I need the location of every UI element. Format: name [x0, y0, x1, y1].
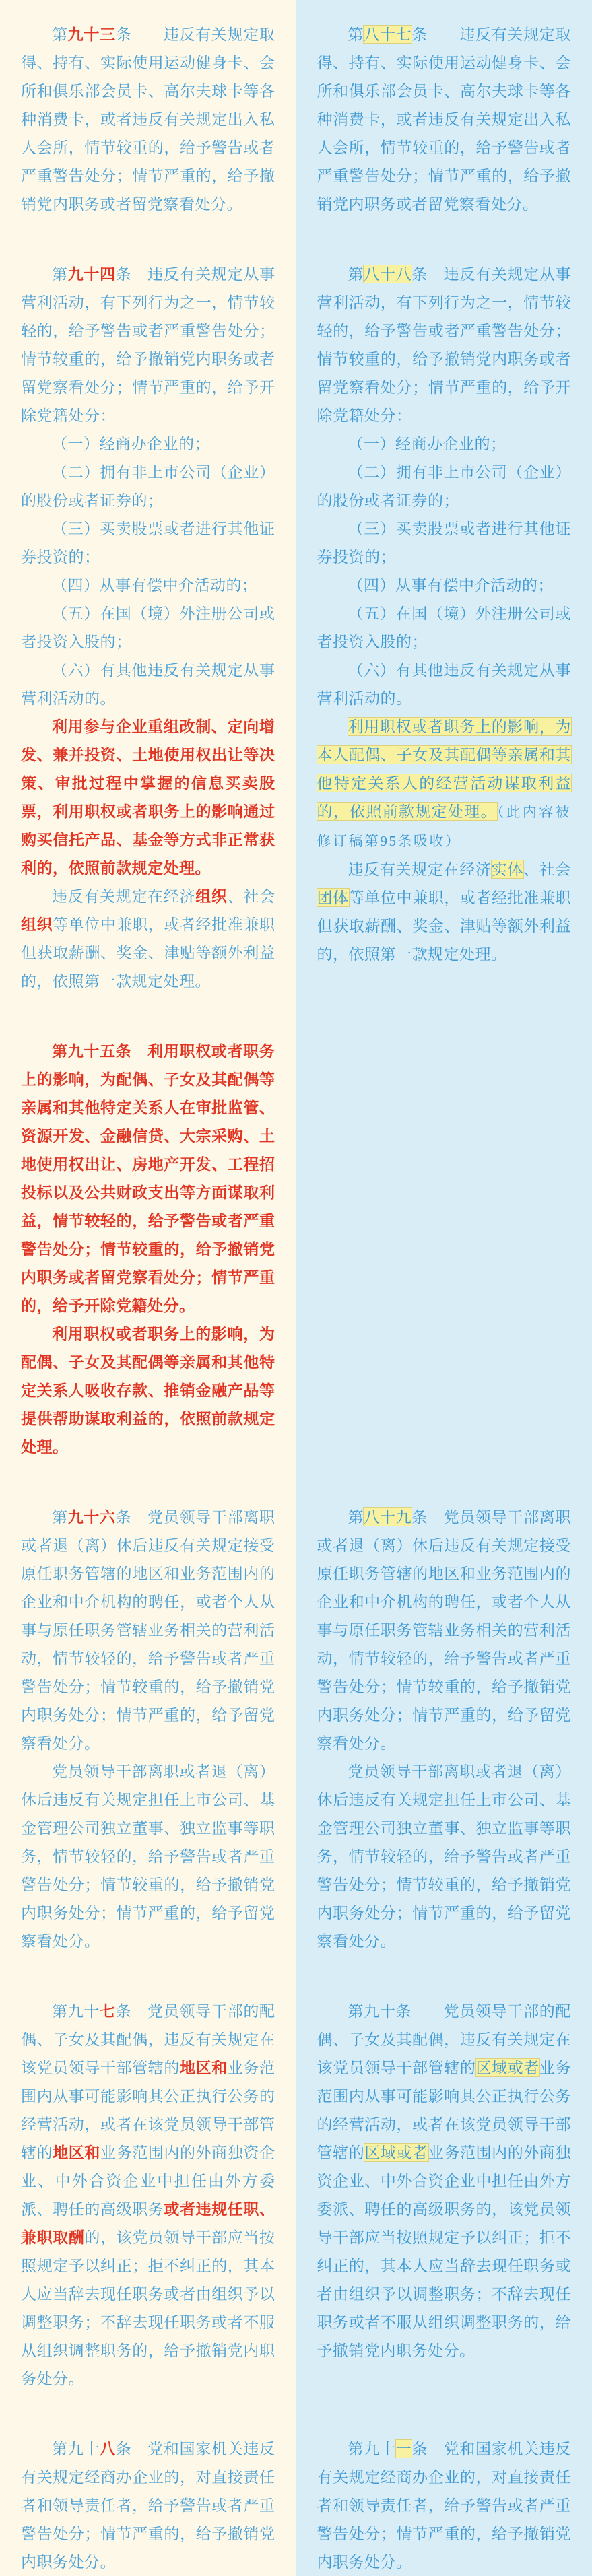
paragraph [21, 712, 275, 882]
article-title-paragraph [21, 2435, 275, 2576]
text-run: 、社会 [523, 860, 571, 878]
text-run: 条 党员领导干部的配偶、子女及其配偶，违反有关规定在该党员领导干部管辖的 [21, 2002, 275, 2076]
article-title-paragraph [317, 20, 572, 218]
text-run: 第九十 [52, 2002, 100, 2020]
comparison-row [0, 0, 592, 218]
article-title-paragraph [317, 260, 572, 430]
added-text-run: 或者违规任职、兼职取酬 [21, 2200, 275, 2246]
text-run: （四）从事有偿中介活动的； [348, 576, 554, 594]
text-run: （五）在国（境）外注册公司或者投资入股的； [21, 605, 275, 650]
old-version-column [296, 1955, 592, 2393]
paragraph [21, 1757, 275, 1955]
list-item-paragraph [21, 656, 275, 712]
text-run: 的，该党员领导干部应当按照规定予以纠正；拒不纠正的，其本人应当辞去现任职务或者由组织予以调整职务；不辞去现任职务或者不服从组织调整职务的，给予撤销党内职务处分。 [21, 2229, 275, 2387]
added-text-run: 地区和 [180, 2059, 228, 2076]
list-item-paragraph [317, 458, 572, 514]
article-number-run: 七 [100, 2002, 116, 2020]
article-title-paragraph [21, 1503, 275, 1757]
comparison-row [0, 1955, 592, 2393]
text-run: 违反有关规定在经济 [52, 887, 195, 905]
article-title-paragraph [21, 1037, 275, 1320]
list-item-paragraph [21, 599, 275, 656]
highlighted-text-run: 实体 [492, 860, 523, 878]
text-run: 条 党和国家机关违反有关规定经商办企业的，对直接责任者和领导责任者，给予警告或者严重警告处分；情节严重的，给予撤销党内职务处分。 [317, 2440, 572, 2571]
old-version-column [296, 218, 592, 1461]
added-text-run: 组织 [195, 887, 227, 905]
text-run: 第 [348, 1508, 364, 1526]
old-version-column [296, 0, 592, 218]
text-run: 党员领导干部离职或者退（离）休后违反有关规定担任上市公司、基金管理公司独立董事、独立监事等职务，情节较轻的，给予警告或者严重警告处分；情节较重的，给予撤销党内职务处分；情节严重的，给予留党察看处分。 [21, 1763, 275, 1950]
text-run: 第 [348, 265, 364, 283]
text-run: 业务范围内的外商独资企业、中外合资企业中担任由外方委派、聘任的高级职务 [21, 2144, 275, 2218]
highlighted-article-number-run: 八十八 [364, 265, 412, 283]
article-title-paragraph [21, 1997, 275, 2393]
old-version-column [296, 2393, 592, 2576]
new-version-column [0, 1955, 296, 2393]
text-run: 业务范围内从事可能影响其公正执行公务的经营活动，或者在该党员领导干部管辖的 [21, 2059, 275, 2161]
list-item-paragraph [317, 571, 572, 599]
text-run: 条 党员领导干部离职或者退（离）休后违反有关规定接受原任职务管辖的地区和业务范围内的企业和中介机构的聘任，或者个人从事与原任职务管辖业务相关的营利活动，情节较轻的，给予警告或者严重警告处分；情节较重的，给予撤销党内职务处分；情节严重的，给予留党察看处分。 [317, 1508, 572, 1752]
text-run: 第九十条 党员领导干部的配偶、子女及其配偶，违反有关规定在该党员领导干部管辖的 [317, 2002, 572, 2076]
text-run: （六）有其他违反有关规定从事营利活动的。 [21, 661, 275, 707]
text-run: （一）经商办企业的； [52, 435, 210, 452]
highlighted-article-number-run: 八十七 [364, 26, 412, 43]
highlighted-text-run: 利用职权或者职务上的影响，为本人配偶、子女及其配偶等亲属和其他特定关系人的经营活动谋取利益的，依照前款规定处理。 [317, 718, 572, 820]
text-run: 、社会 [228, 887, 275, 905]
paragraph [317, 855, 572, 968]
article-title-paragraph [317, 1997, 572, 2365]
text-run: 第 [52, 1508, 68, 1526]
text-run: 条 违反有关规定取得、持有、实际使用运动健身卡、会所和俱乐部会员卡、高尔夫球卡等各种消费卡，或者违反有关规定出入私人会所，情节较重的，给予警告或者严重警告处分；情节严重的，给予撤销党内职务或者留党察看处分。 [317, 26, 572, 213]
old-version-column [296, 1461, 592, 1955]
text-run: 第九十 [348, 2440, 396, 2458]
highlighted-article-number-run: 八十九 [364, 1508, 412, 1526]
comparison-row [0, 218, 592, 1461]
text-run: 第九十 [52, 2440, 100, 2458]
list-item-paragraph [317, 514, 572, 571]
text-run: 业务范围内的外商独资企业、中外合资企业中担任由外方委派、聘任的高级职务的，该党员领导干部应当按照规定予以纠正；拒不纠正的，其本人应当辞去现任职务或者由组织予以调整职务；不辞去现任职务或者不服从组织调整职务的，给予撤销党内职务处分。 [317, 2144, 572, 2359]
text-run: 业务范围内从事可能影响其公正执行公务的经营活动，或者在该党员领导干部管辖的 [317, 2059, 572, 2161]
text-run: （三）买卖股票或者进行其他证券投资的； [317, 520, 572, 566]
new-version-column [0, 2393, 296, 2576]
text-run: （三）买卖股票或者进行其他证券投资的； [21, 520, 275, 566]
list-item-paragraph [317, 599, 572, 656]
text-run: 条 违反有关规定从事营利活动，有下列行为之一，情节较轻的，给予警告或者严重警告处分；情节较重的，给予撤销党内职务或者留党察看处分；情节严重的，给予开除党籍处分： [317, 265, 572, 424]
article-title-paragraph [21, 20, 275, 218]
list-item-paragraph [21, 514, 275, 571]
added-text-run: 利用参与企业重组改制、定向增发、兼并投资、土地使用权出让等决策、审批过程中掌握的信息买卖股票，利用职权或者职务上的影响通过购买信托产品、基金等方式非正常获利的，依照前款规定处理。 [21, 718, 275, 877]
list-item-paragraph [317, 656, 572, 712]
list-item-paragraph [21, 430, 275, 458]
highlighted-text-run: 团体 [317, 889, 349, 906]
text-run: 等单位中兼职，或者经批准兼职但获取薪酬、奖金、津贴等额外利益的，依照第一款规定处理。 [317, 889, 572, 963]
text-run: （五）在国（境）外注册公司或者投资入股的； [317, 605, 572, 650]
list-item-paragraph [21, 458, 275, 514]
paragraph [317, 1757, 572, 1955]
revision-note-run: （此内容被修订稿第95条吸收） [317, 804, 572, 849]
text-run: （六）有其他违反有关规定从事营利活动的。 [317, 661, 572, 707]
text-run: （二）拥有非上市公司（企业）的股份或者证券的； [317, 463, 572, 509]
added-text-run: 利用职权或者职务上的影响，为配偶、子女及其配偶等亲属和其他特定关系人吸收存款、推销金融产品等提供帮助谋取利益的，依照前款规定处理。 [21, 1325, 275, 1456]
article-title-paragraph [21, 260, 275, 430]
highlighted-text-run: 区域或者 [476, 2059, 539, 2076]
text-run: （二）拥有非上市公司（企业）的股份或者证券的； [21, 463, 275, 509]
paragraph [317, 712, 572, 855]
text-run: 条 党员领导干部离职或者退（离）休后违反有关规定接受原任职务管辖的地区和业务范围内的企业和中介机构的聘任，或者个人从事与原任职务管辖业务相关的营利活动，情节较轻的，给予警告或者严重警告处分；情节较重的，给予撤销党内职务处分；情节严重的，给予留党察看处分。 [21, 1508, 275, 1752]
article-number-run: 八 [100, 2440, 116, 2458]
text-run: 条 违反有关规定取得、持有、实际使用运动健身卡、会所和俱乐部会员卡、高尔夫球卡等各种消费卡，或者违反有关规定出入私人会所，情节较重的，给予警告或者严重警告处分；情节严重的，给予撤销党内职务或者留党察看处分。 [21, 26, 275, 213]
list-item-paragraph [21, 571, 275, 599]
comparison-row [0, 2393, 592, 2576]
article-number-run: 九十四 [68, 265, 116, 283]
text-run: 条 违反有关规定从事营利活动，有下列行为之一，情节较轻的，给予警告或者严重警告处分；情节较重的，给予撤销党内职务或者留党察看处分；情节严重的，给予开除党籍处分： [21, 265, 275, 424]
article-title-paragraph [317, 2435, 572, 2576]
text-run: （一）经商办企业的； [348, 435, 506, 452]
text-run: 第 [348, 26, 364, 43]
highlighted-article-number-run: 一 [396, 2440, 412, 2458]
comparison-row [0, 1461, 592, 1955]
article-title-paragraph [317, 1503, 572, 1757]
text-run: 等单位中兼职，或者经批准兼职但获取薪酬、奖金、津贴等额外利益的，依照第一款规定处理。 [21, 916, 275, 990]
added-text-run: 地区和 [53, 2144, 100, 2161]
article-number-run: 九十三 [68, 26, 116, 43]
new-version-column [0, 1461, 296, 1955]
new-version-column [0, 218, 296, 1461]
paragraph [21, 1320, 275, 1461]
text-run: 党员领导干部离职或者退（离）休后违反有关规定担任上市公司、基金管理公司独立董事、独立监事等职务，情节较轻的，给予警告或者严重警告处分；情节较重的，给予撤销党内职务处分；情节严重的，给予留党察看处分。 [317, 1763, 572, 1950]
list-item-paragraph [317, 430, 572, 458]
text-run: 条 党和国家机关违反有关规定经商办企业的，对直接责任者和领导责任者，给予警告或者严重警告处分；情节严重的，给予撤销党内职务处分。 [21, 2440, 275, 2571]
added-text-run: 组织 [21, 916, 53, 933]
text-run: 第 [52, 265, 68, 283]
text-run: （四）从事有偿中介活动的； [52, 576, 258, 594]
text-run: 第 [52, 26, 68, 43]
new-version-column [0, 0, 296, 218]
text-run: 违反有关规定在经济 [348, 860, 492, 878]
added-text-run: 第九十五条 利用职权或者职务上的影响，为配偶、子女及其配偶等亲属和其他特定关系人在审批监管、资源开发、金融信贷、大宗采购、土地使用权出让、房地产开发、工程招投标以及公共财政支出等方面谋取利益，情节较轻的，给予警告或者严重警告处分；情节较重的，给予撤销党内职务或者留党察看处分；情节严重的，给予开除党籍处分。 [21, 1042, 275, 1314]
paragraph [21, 882, 275, 995]
highlighted-text-run: 区域或者 [364, 2144, 428, 2161]
article-number-run: 九十六 [68, 1508, 116, 1526]
